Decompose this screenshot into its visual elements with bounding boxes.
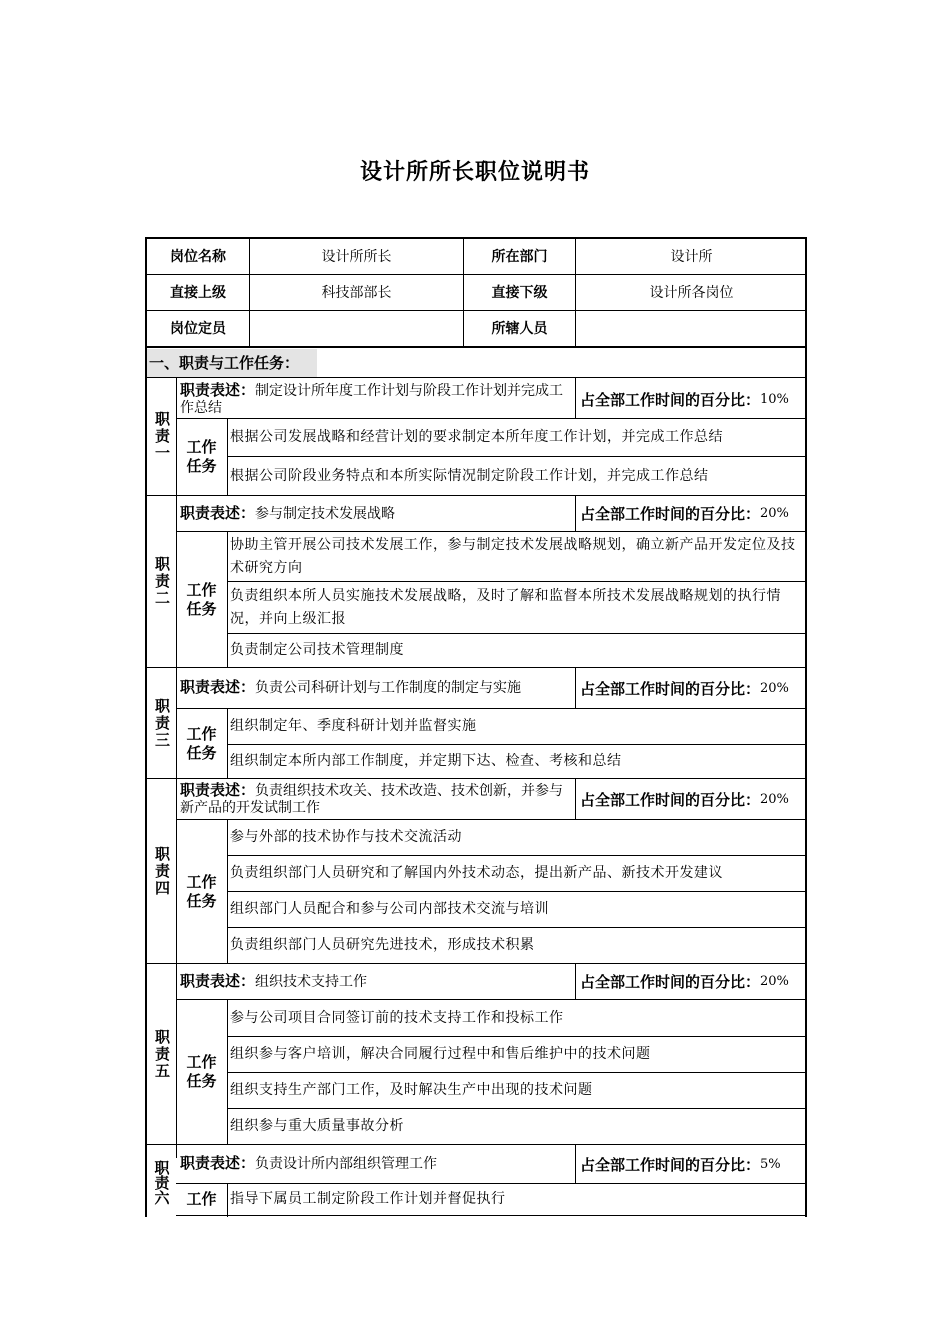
desc-key: 职责表述： xyxy=(180,380,256,399)
duty-2-label: 职责二 xyxy=(153,556,171,607)
duty-6-percent xyxy=(575,1145,807,1183)
duty-3-task-label: 工作任务 xyxy=(186,724,217,762)
duty-5-task-label: 工作任务 xyxy=(186,1053,217,1090)
duty-6-description xyxy=(178,1145,574,1183)
duty-4-task-3: 组织部门人员配合和参与公司内部技术交流与培训 xyxy=(230,901,549,917)
position-name-label: 岗位名称 xyxy=(170,249,226,265)
duty-5-label: 职责五 xyxy=(153,1028,171,1080)
headcount-value xyxy=(250,311,463,347)
pct-key: 占全部工作时间的百分比： xyxy=(580,790,761,809)
duty-2-task-2: 负责组织本所人员实施技术发展战略，及时了解和监督本所技术发展战略规划的执行情况，并向上级汇报 xyxy=(230,587,781,627)
section-title: 一、职责与工作任务： xyxy=(147,349,317,377)
duty-1-task-1: 根据公司发展战略和经营计划的要求制定本所年度工作计划，并完成工作总结 xyxy=(230,429,723,445)
duty-3-task-1: 组织制定年、季度科研计划并监督实施 xyxy=(230,718,477,734)
desc-key: 职责表述： xyxy=(180,780,256,799)
pct-key: 占全部工作时间的百分比： xyxy=(580,1155,761,1174)
duty-3-percent xyxy=(575,668,807,708)
duty-2-task-3: 负责制定公司技术管理制度 xyxy=(230,642,404,658)
superior-label: 直接上级 xyxy=(170,285,226,301)
duty-3-percent-value: 20% xyxy=(760,680,789,696)
headcount-label: 岗位定员 xyxy=(170,321,226,337)
desc-key: 职责表述： xyxy=(180,971,256,990)
duty-5-description-text: 组织技术支持工作 xyxy=(255,973,368,990)
duty-4-description-text: 负责组织技术攻关、技术改造、技术创新，并参与新产品的开发试制工作 xyxy=(180,782,564,816)
duty-3-description-text: 负责公司科研计划与工作制度的制定与实施 xyxy=(255,680,522,696)
document-title: 设计所所长职位说明书 xyxy=(359,160,590,185)
duty-1-task-label: 工作任务 xyxy=(186,438,217,475)
duty-2-task-label: 工作任务 xyxy=(186,580,217,618)
duty-4-task-2: 负责组织部门人员研究和了解国内外技术动态，提出新产品、新技术开发建议 xyxy=(230,865,723,881)
duty-4-percent xyxy=(575,779,807,819)
duty-5-description xyxy=(178,964,574,999)
position-name-value: 设计所所长 xyxy=(321,249,392,265)
department-value: 设计所 xyxy=(670,249,713,265)
duty-2-percent xyxy=(575,496,807,531)
duty-6-percent-value: 5% xyxy=(760,1156,781,1172)
duty-6-task-label: 工作 xyxy=(186,1190,217,1208)
duty-6-description-text: 负责设计所内部组织管理工作 xyxy=(255,1156,438,1172)
desc-key: 职责表述： xyxy=(180,1154,256,1172)
duty-1-percent xyxy=(575,380,807,418)
duty-1-description xyxy=(178,380,574,418)
duty-4-percent-value: 20% xyxy=(760,791,789,807)
duty-1-label: 职责一 xyxy=(153,411,171,462)
duty-1-description-text: 制定设计所年度工作计划与阶段工作计划并完成工作总结 xyxy=(180,382,564,416)
duty-4-description xyxy=(178,779,574,819)
subordinate-label: 直接下级 xyxy=(491,285,548,301)
duty-3-task-2: 组织制定本所内部工作制度，并定期下达、检查、考核和总结 xyxy=(230,753,622,769)
duty-5-task-2: 组织参与客户培训，解决合同履行过程中和售后维护中的技术问题 xyxy=(230,1046,651,1062)
duty-5-task-4: 组织参与重大质量事故分析 xyxy=(230,1118,404,1134)
duty-2-percent-value: 20% xyxy=(760,506,789,521)
duty-3-label: 职责三 xyxy=(153,697,171,749)
duty-5-percent-value: 20% xyxy=(760,974,789,989)
desc-key: 职责表述： xyxy=(180,503,256,522)
duty-1-percent-value: 10% xyxy=(760,391,789,407)
duty-4-task-label: 工作任务 xyxy=(186,872,217,910)
pct-key: 占全部工作时间的百分比： xyxy=(580,679,761,698)
staff-value xyxy=(576,311,807,347)
staff-label: 所辖人员 xyxy=(491,321,548,337)
duty-2-description xyxy=(178,496,574,531)
pct-key: 占全部工作时间的百分比： xyxy=(580,390,761,409)
subordinate-value: 设计所各岗位 xyxy=(649,285,734,301)
duty-5-task-3: 组织支持生产部门工作，及时解决生产中出现的技术问题 xyxy=(230,1082,593,1098)
duty-5-percent xyxy=(575,964,807,999)
superior-value: 科技部部长 xyxy=(321,285,392,301)
duty-3-description xyxy=(178,668,574,708)
pct-key: 占全部工作时间的百分比： xyxy=(580,973,761,991)
duty-6-task-1: 指导下属员工制定阶段工作计划并督促执行 xyxy=(230,1191,506,1207)
desc-key: 职责表述： xyxy=(180,678,256,696)
pct-key: 占全部工作时间的百分比： xyxy=(580,505,761,523)
department-label: 所在部门 xyxy=(491,249,548,265)
duty-5-task-1: 参与公司项目合同签订前的技术支持工作和投标工作 xyxy=(230,1009,564,1026)
job-description-table xyxy=(145,237,807,1217)
duty-4-task-1: 参与外部的技术协作与技术交流活动 xyxy=(230,829,462,845)
duty-1-task-2: 根据公司阶段业务特点和本所实际情况制定阶段工作计划，并完成工作总结 xyxy=(230,467,709,484)
duty-4-task-4: 负责组织部门人员研究先进技术，形成技术积累 xyxy=(230,937,535,953)
duty-6-label: 职责六 xyxy=(152,1159,171,1205)
duty-2-task-1: 协助主管开展公司技术发展工作，参与制定技术发展战略规划，确立新产品开发定位及技术研究方向 xyxy=(230,536,796,576)
duty-4-label: 职责四 xyxy=(153,845,171,897)
duty-2-description-text: 参与制定技术发展战略 xyxy=(255,505,396,522)
